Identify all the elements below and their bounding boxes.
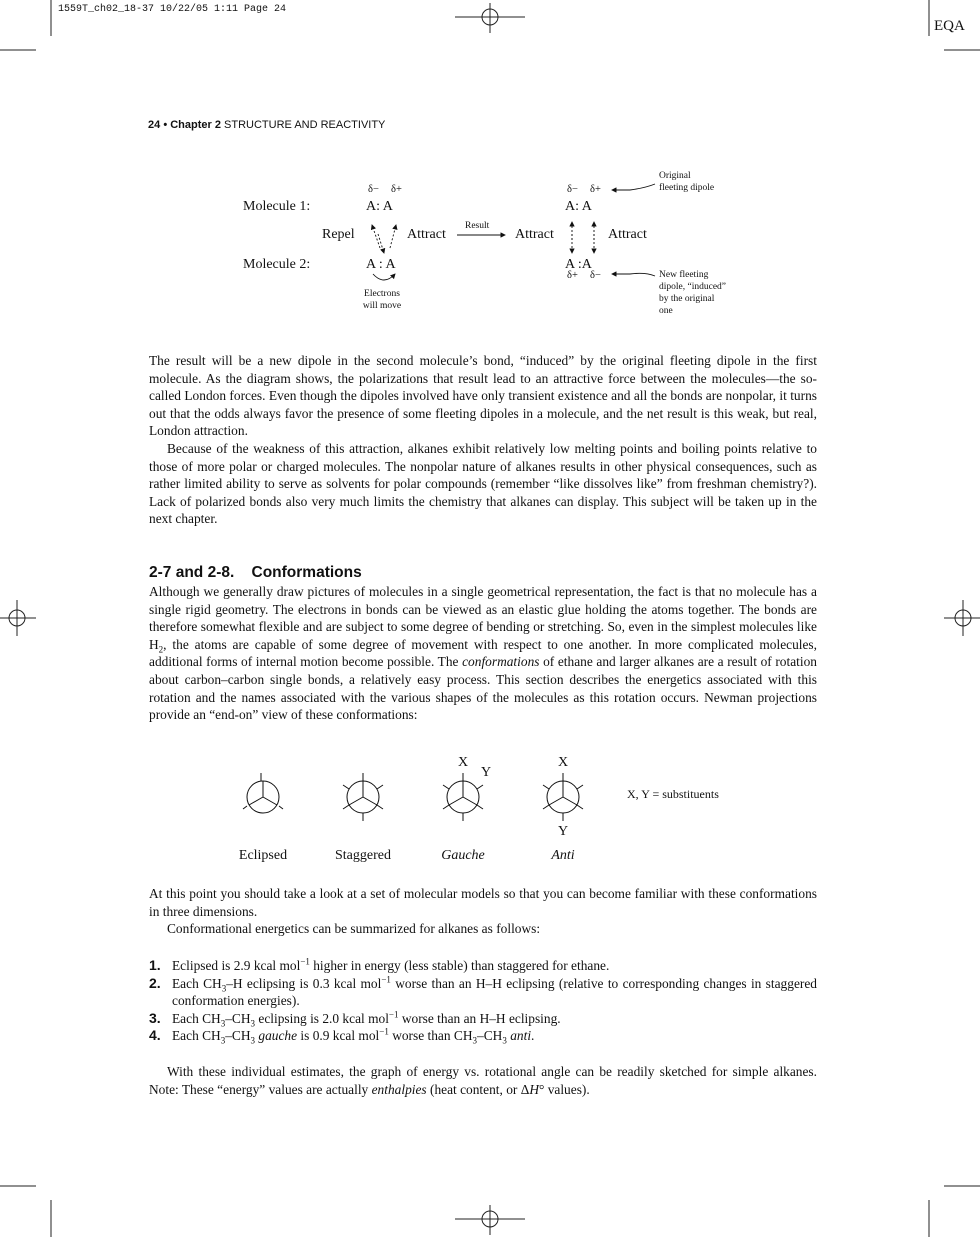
atoms-top-left: A: A — [366, 199, 393, 214]
molecule2-label: Molecule 2: — [243, 257, 311, 272]
anti-newman — [543, 773, 583, 821]
delta-minus-1: δ− — [368, 184, 379, 195]
delta-minus-2: δ− — [567, 184, 578, 195]
diagram-arrows — [0, 160, 980, 340]
electrons-move-label: Electrons will move — [362, 289, 402, 311]
atoms-bottom-right: A :A — [565, 257, 592, 272]
list-item: 4. Each $CH_3-CH_3$ gauche is 0.9 kcal mol$^{-1}$ worse than $CH_3-CH_3$ anti. — [149, 1026, 535, 1047]
delta-plus-2: δ+ — [590, 184, 601, 195]
section-title: 2-7 and 2-8. Conformations — [149, 564, 362, 581]
attract-label-3: Attract — [608, 227, 647, 242]
list-item: 1. Eclipsed is 2.9 kcal mol$^{-1}$ higher in energy (less stable) than staggered for ethane. — [149, 956, 610, 973]
result-label: Result — [465, 221, 490, 231]
delta-minus-3: δ− — [590, 270, 601, 281]
attract-label-2: Attract — [515, 227, 554, 242]
anti-y: Y — [558, 824, 569, 839]
staggered-newman — [343, 773, 383, 821]
atoms-bottom-left: A : A — [366, 257, 396, 272]
chapter-label: Chapter 2 — [170, 119, 221, 131]
conformations-paragraph — [149, 583, 817, 724]
paragraph: The result will be a new dipole in the second molecule’s bond, “induced” by the original fleeting dipole in the first molecule. As the diagram shows, the polarizations that result lead to an attractive force between the molecules—the so-called London forces. Even though the dipoles involved have only transient existence and all the bonds are nonpolar, it turns out that the odds always favor the presence of some fleeting dipoles in a molecule, and the net result is this weak, but real, London attraction. — [149, 353, 817, 439]
molecule1-label: Molecule 1: — [243, 199, 311, 214]
original-dipole-label: Original fleeting dipole — [659, 171, 715, 193]
rules-list — [149, 957, 817, 1045]
models-paragraphs — [149, 885, 817, 938]
chapter-title: STRUCTURE AND REACTIVITY — [224, 119, 386, 131]
new-dipole-label: New fleeting dipole, “induced” by the original one — [659, 270, 727, 316]
gauche-y: Y — [481, 765, 492, 780]
running-head — [148, 119, 385, 131]
london-diagram — [0, 160, 980, 340]
eclipsed-newman — [243, 773, 283, 813]
list-item: 2. Each $CH_3-H$ eclipsing is 0.3 kcal mol$^{-1}$ worse than an H–H eclipsing (relative to corresponding changes in staggered conformation energies). — [149, 974, 817, 1009]
attract-label-1: Attract — [407, 227, 446, 242]
print-slug: 1559T_ch02_18-37 10/22/05 1:11 Page 24 — [58, 4, 287, 15]
label-eclipsed: Eclipsed — [238, 848, 288, 863]
label-staggered: Staggered — [335, 848, 391, 863]
delta-plus-3: δ+ — [567, 270, 578, 281]
repel-label: Repel — [322, 227, 355, 242]
gauche-x: X — [458, 755, 469, 770]
list-item: 3. Each $CH_3-CH_3$ eclipsing is 2.0 kcal mol$^{-1}$ worse than an H–H eclipsing. — [149, 1009, 561, 1029]
paragraph: With these individual estimates, the graph of energy vs. rotational angle can be readily sketched for simple alkanes. Note: These “energy” values are actually enthalpies (heat content, or ΔH° values). — [149, 1064, 817, 1097]
label-gauche: Gauche — [441, 848, 485, 863]
paragraph: Conformational energetics can be summarized for alkanes as follows: — [167, 921, 541, 937]
page-number: 24 — [148, 119, 161, 131]
atoms-top-right: A: A — [565, 199, 592, 214]
top-paragraphs — [149, 352, 817, 528]
delta-plus-1: δ+ — [391, 184, 402, 195]
paragraph: Because of the weakness of this attraction, alkanes exhibit relatively low melting points and boiling points relative to those of more polar or charged molecules. The nonpolar nature of alkanes results in other physical consequences, such as rather limited ability to serve as solvents for polar compounds (remember “like dissolves like” from freshman chemistry?). Lack of polarized bonds also very much limits the chemistry that alkanes can display. This subject will be taken up in the next chapter. — [149, 440, 817, 527]
paragraph: Although we generally draw pictures of molecules in a single geometrical representation, the fact is that no molecule has a single rigid geometry. The electrons in bonds can be viewed as an elastic glue holding the atoms together. The bonds are therefore somewhat flexible and are subject to some degree of bending or stretching. So, even in the simplest molecules like $H_2$, the atoms are capable of some degree of movement with respect to one another. In more complicated molecules, additional forms of internal motion become possible. The conformations of ethane and larger alkanes are a result of rotation about carbon–carbon single bonds, a relatively easy process. This section describes the energetics associated with this rotation and the names associated with the various shapes of the molecules as this rotation occurs. Newman projections provide an “end-on” view of these conformations: — [149, 584, 817, 723]
anti-x: X — [558, 755, 569, 770]
substituents-note: X, Y = substituents — [627, 787, 719, 801]
label-anti: Anti — [551, 848, 575, 863]
final-paragraph — [149, 1063, 817, 1098]
head-bullet: • — [163, 119, 168, 131]
eqa-mark: EQA — [934, 18, 965, 34]
paragraph: At this point you should take a look at a set of molecular models so that you can become familiar with these conformations in three dimensions. — [149, 886, 817, 919]
gauche-newman — [443, 773, 483, 821]
